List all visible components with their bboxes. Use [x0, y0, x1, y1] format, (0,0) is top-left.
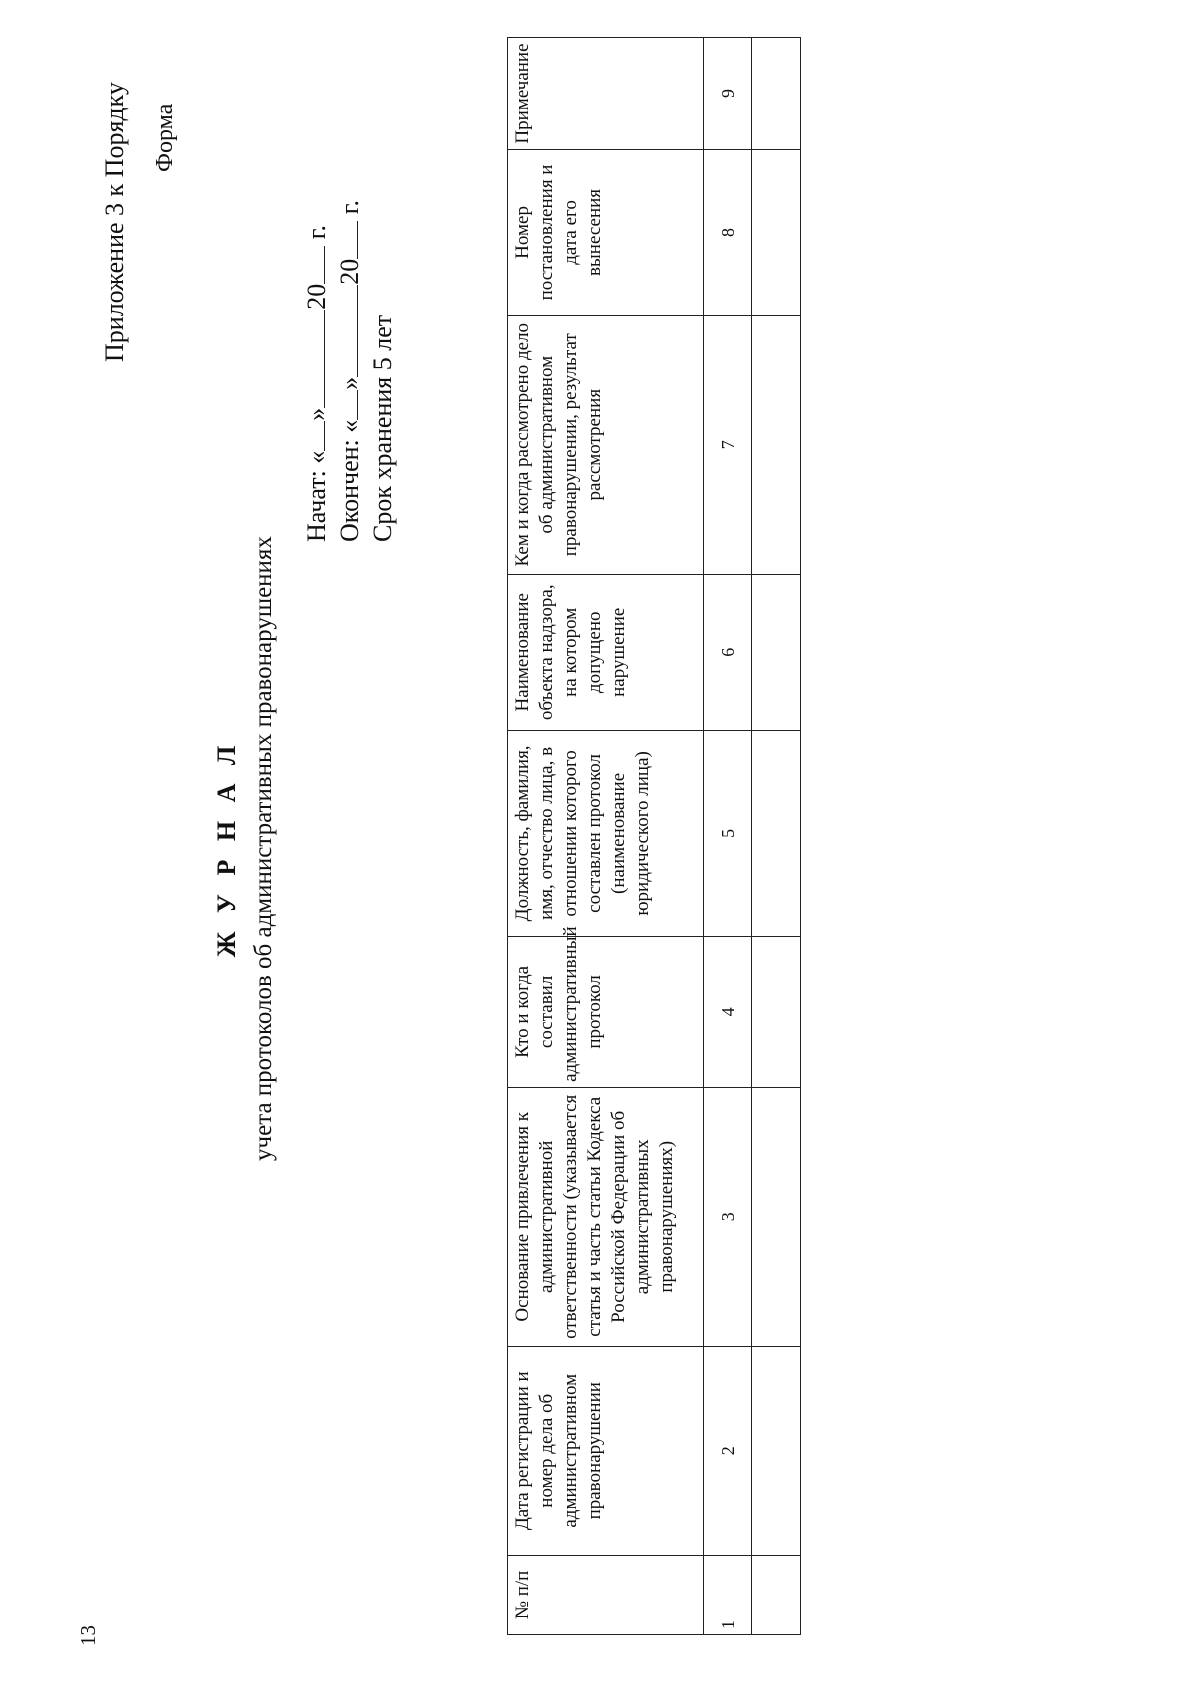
empty-cell — [752, 150, 801, 316]
quote-close: » — [335, 376, 364, 390]
empty-cell — [752, 936, 801, 1087]
header-cell: Примечание — [508, 38, 704, 150]
empty-cell — [752, 1346, 801, 1555]
empty-cell — [752, 1555, 801, 1634]
empty-table-row — [752, 38, 801, 1635]
column-number: 4 — [704, 936, 752, 1087]
started-line — [300, 200, 333, 542]
day-blank — [320, 421, 325, 451]
document-subtitle: учета протоколов об административных правонарушениях — [250, 536, 277, 1161]
journal-dates — [300, 200, 399, 542]
column-number: 6 — [704, 574, 752, 730]
header-cell: Кем и когда рассмотрено дело об административном правонарушении, результат рассмотрения — [508, 315, 704, 574]
column-number-row — [704, 38, 752, 1635]
storage-period: Срок хранения 5 лет — [368, 314, 397, 542]
column-number: 3 — [704, 1087, 752, 1346]
year-prefix: 20 — [335, 258, 364, 285]
header-cell: Должность, фамилия, имя, отчество лица, в отношении которого составлен протокол (наименование юридического лица) — [508, 730, 704, 936]
header-cell: № п/п — [508, 1555, 704, 1634]
form-label: Форма — [152, 103, 178, 172]
empty-cell — [752, 730, 801, 936]
ended-label: Окончен: « — [335, 419, 364, 542]
month-blank — [320, 310, 325, 408]
year-suffix: г. — [302, 224, 331, 240]
document-title: Ж У Р Н А Л — [212, 739, 241, 958]
header-cell: Дата регистрации и номер дела об административном правонарушении — [508, 1346, 704, 1555]
month-blank — [353, 285, 358, 377]
header-cell: Номер постановления и дата его вынесения — [508, 150, 704, 316]
year-blank — [353, 221, 358, 259]
day-blank — [353, 390, 358, 420]
appendix-reference: Приложение 3 к Порядку — [100, 82, 129, 362]
page-number: 13 — [76, 1625, 100, 1646]
column-number: 5 — [704, 730, 752, 936]
table-header-row — [508, 38, 704, 1635]
year-prefix: 20 — [302, 283, 331, 310]
empty-cell — [752, 1087, 801, 1346]
ended-line — [333, 200, 366, 542]
empty-cell — [752, 574, 801, 730]
column-number: 2 — [704, 1346, 752, 1555]
header-cell: Кто и когда составил административный протокол — [508, 936, 704, 1087]
column-number: 1 — [704, 1555, 752, 1634]
header-cell: Основание привлечения к административной ответственности (указывается статья и часть статьи Кодекса Российской Федерации об административных правонарушениях) — [508, 1087, 704, 1346]
journal-table — [507, 37, 801, 1635]
year-blank — [320, 246, 325, 284]
empty-cell — [752, 315, 801, 574]
started-label: Начат: « — [302, 450, 331, 542]
column-number: 9 — [704, 38, 752, 150]
header-cell: Наименование объекта надзора, на котором допущено нарушение — [508, 574, 704, 730]
quote-close: » — [302, 407, 331, 421]
column-number: 7 — [704, 315, 752, 574]
column-number: 8 — [704, 150, 752, 316]
year-suffix: г. — [335, 200, 364, 215]
empty-cell — [752, 38, 801, 150]
